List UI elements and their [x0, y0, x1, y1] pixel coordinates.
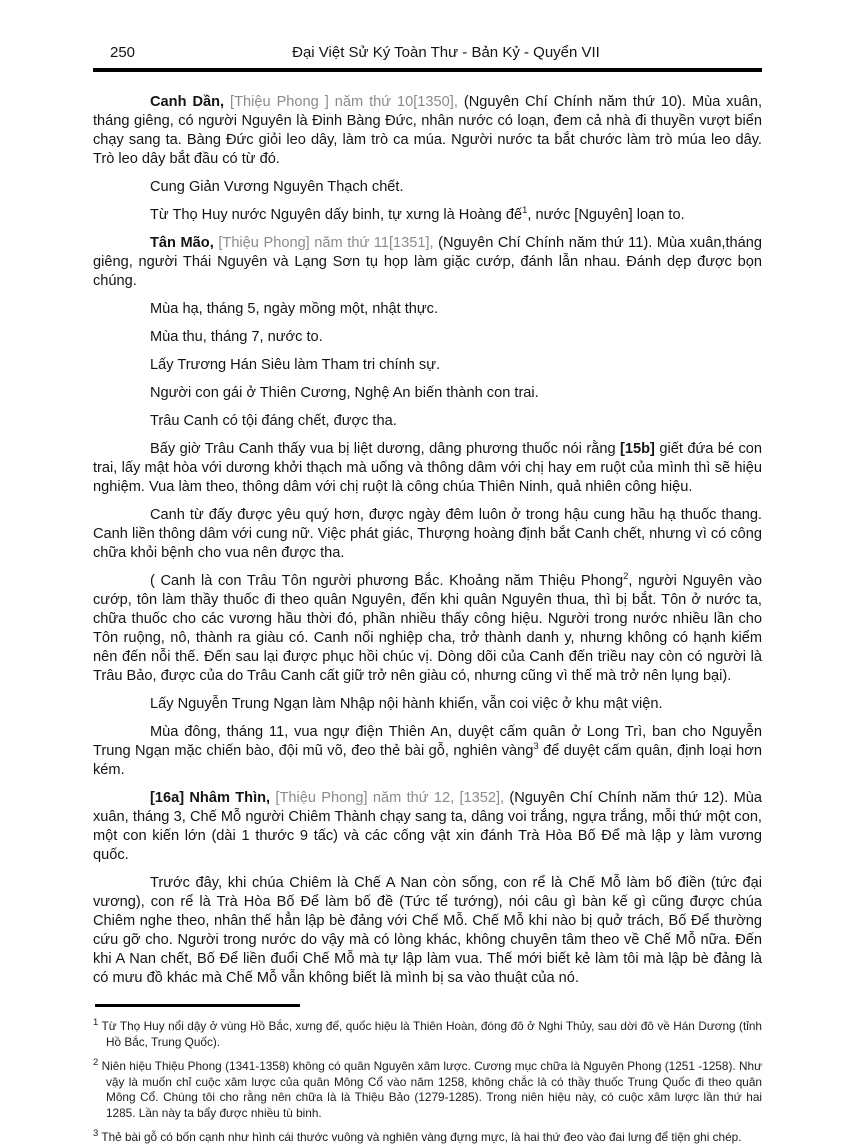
footnote-text: Thẻ bài gỗ có bốn cạnh như hình cái thước vuông và nghiên vàng đựng mực, là hai thứ đeo vào đai lưng để tiện ghi chép.	[98, 1130, 742, 1144]
text-segment: giết đứa bé con trai, lấy mật hòa với dương khởi thạch mà uống và thông dâm với chị hay em ruột của mình thì sẽ hiệu nghiệm. Vua làm theo, thông dâm với chị ruột là công chúa Thiên Ninh, quả nhiên công hiệu.	[93, 441, 762, 495]
paragraph	[93, 874, 762, 988]
paragraph	[93, 506, 762, 563]
footnote	[93, 1059, 762, 1121]
text-segment: [15b]	[620, 441, 655, 457]
text-segment: Bấy giờ Trâu Canh thấy vua bị liệt dương, dâng phương thuốc nói rằng	[150, 441, 621, 457]
text-segment: , người Nguyên vào cướp, tôn làm thầy thuốc đi theo quân Nguyên, đến khi quân Nguyên thua, thì bị bắt. Tôn ở nước ta, chữa thuốc cho các vương hầu thời đó, phần nhiều thấy công hiệu. Người trong nước nhiều lần cho Tôn ruộng, nô, thành ra giàu có. Canh nối nghiệp cha, trở thành danh y, nhưng không có hạnh kiểm nên đến nỗi thế. Đến sau lại được phục hồi chúc vị. Dòng dõi của Canh đến triều nay còn có người là Trâu Bảo, được của do Trâu Canh cất giữ trở nên giàu có, nhưng cũng vì thế mà trở nên lụng bại).	[93, 573, 762, 684]
paragraph	[93, 412, 762, 431]
text-segment: ( Canh là con Trâu Tôn người phương Bắc. Khoảng năm Thiệu Phong	[150, 573, 624, 589]
footnote-separator	[95, 1004, 300, 1007]
text-segment: Mùa thu, tháng 7, nước to.	[150, 329, 323, 345]
text-segment: Trâu Canh có tội đáng chết, được tha.	[150, 413, 397, 429]
text-segment: Từ Thọ Huy nước Nguyên dấy binh, tự xưng là Hoàng đế	[150, 207, 523, 223]
paragraph	[93, 93, 762, 169]
paragraph	[93, 206, 762, 225]
text-segment: [Thiệu Phong] năm thứ 11[1351],	[218, 235, 439, 251]
text-segment: Người con gái ở Thiên Cương, Nghệ An biến thành con trai.	[150, 385, 539, 401]
paragraph	[93, 356, 762, 375]
text-segment: Canh từ đấy được yêu quý hơn, được ngày đêm luôn ở trong hậu cung hầu hạ thuốc thang. Canh liền thông dâm với cung nữ. Việc phát giác, Thượng hoàng định bắt Canh chết, nhưng vì có công chữa khỏi bệnh cho vua nên được tha.	[93, 507, 762, 561]
footnote-text: Từ Thọ Huy nổi dậy ở vùng Hồ Bắc, xưng đế, quốc hiệu là Thiên Hoàn, đóng đô ở Nghi Thủy, sau dời đô về Hán Dương (tỉnh Hồ Bắc, Trung Quốc).	[98, 1019, 762, 1049]
text-segment: (Nguyên Chí Chính năm thứ 11). Mùa xuân,tháng giêng, người Thái Nguyên và Lạng Sơn tụ họp làm giặc cướp, đánh lẫn nhau. Đánh dẹp được bọn chúng.	[93, 235, 763, 289]
footnote-ref: 3	[533, 741, 539, 753]
paragraph	[93, 695, 762, 714]
footnote	[93, 1130, 762, 1146]
footnotes-list	[93, 1019, 762, 1146]
text-segment: , nước [Nguyên] loạn to.	[527, 207, 685, 223]
text-segment: (Nguyên Chí Chính năm thứ 12). Mùa xuân, tháng 3, Chế Mỗ người Chiêm Thành chạy sang ta, dâng voi trắng, ngựa trắng, mỗi thứ một con, một con kiến lớn (dài 1 thước 9 tấc) và các cống vật xin đánh Trà Hòa Bố Để mà lập y làm vương quốc.	[93, 790, 762, 863]
footnote-number: 3	[93, 1128, 99, 1140]
text-segment: [Thiệu Phong] năm thứ 12, [1352],	[275, 790, 510, 806]
page-header	[93, 44, 762, 72]
page-number: 250	[110, 44, 136, 61]
footnote-number: 2	[93, 1057, 99, 1069]
paragraph	[93, 440, 762, 497]
header-divider	[93, 68, 762, 72]
paragraph	[93, 789, 762, 865]
paragraph	[93, 328, 762, 347]
text-segment: Trước đây, khi chúa Chiêm là Chế A Nan còn sống, con rể là Chế Mỗ làm bố điền (tức đại vương), con rể là Trà Hòa Bố Để làm bố đề (Tức tể tướng), nói câu gì bàn kế gì cũng được chúa Chiêm nghe theo, nhân thế hẳn lập bè đảng với Chế Mỗ. Chế Mỗ khi nào bị quở trách, Bố Để thường cứu gỡ cho. Người trong nước do vậy mà có lòng khác, không chuyên tâm theo về Chế Mỗ nữa. Đến khi A Nan chết, Bố Để liền đuổi Chế Mỗ mà tự lập làm vua. Thế mới biết kẻ làm tôi mà lập bè đảng là có mưu đồ khác mà Chế Mỗ vẫn không biết là mình bị sa vào thuật của nó.	[93, 875, 762, 986]
text-segment: [16a] Nhâm Thìn,	[150, 790, 276, 806]
paragraph	[93, 178, 762, 197]
footnote	[93, 1019, 762, 1050]
text-segment: Lấy Trương Hán Siêu làm Tham tri chính sự.	[150, 357, 441, 373]
text-segment: Mùa hạ, tháng 5, ngày mồng một, nhật thực.	[150, 301, 439, 317]
text-segment: Lấy Nguyễn Trung Ngạn làm Nhập nội hành khiển, vẫn coi việc ở khu mật viện.	[150, 696, 663, 712]
header-row	[93, 44, 762, 61]
text-segment: [Thiệu Phong ] năm thứ 10[1350],	[230, 94, 464, 110]
footnote-ref: 2	[623, 571, 629, 583]
text-segment: (Nguyên Chí Chính năm thứ 10). Mùa xuân, tháng giêng, có người Nguyên là Đinh Bàng Đức, nhân nước có loạn, đem cả nhà đi thuyền vượt biển chạy sang ta. Bàng Đức giỏi leo dây, làm trò ca múa. Người nước ta bắt chước làm trò múa leo dây. Trò leo dây bắt đầu có từ đó.	[93, 94, 763, 167]
footnote-text: Niên hiệu Thiệu Phong (1341-1358) không có quân Nguyên xâm lược. Cương mục chữa là Nguyên Phong (1251 -1258). Như vậy là muốn chỉ cuộc xâm lược của quân Mông Cổ vào năm 1258, không chắc là có thầy thuốc Trung Quốc đi theo quân Mông Cổ. Chúng tôi cho rằng nên chữa là là Thiệu Bảo (1279-1285). Trong niên hiệu này, có cuộc xâm lược lần thứ hai 1285. Lần này ta bẩy được nhiều tù binh.	[98, 1059, 762, 1120]
paragraph	[93, 300, 762, 319]
body-paragraphs	[93, 93, 762, 988]
document-title: Đại Việt Sử Ký Toàn Thư - Bản Kỷ - Quyển VII	[292, 44, 600, 61]
footnote-number: 1	[93, 1017, 99, 1029]
paragraph	[93, 234, 762, 291]
footnote-ref: 1	[522, 205, 528, 217]
text-segment: Tân Mão,	[150, 235, 219, 251]
paragraph	[93, 723, 762, 780]
text-segment: Mùa đông, tháng 11, vua ngự điện Thiên An, duyệt cấm quân ở Long Trì, ban cho Nguyễn Trung Ngạn mặc chiến bào, đội mũ võ, đeo thẻ bài gỗ, nghiên vàng	[93, 724, 762, 759]
text-segment: Cung Giản Vương Nguyên Thạch chết.	[150, 179, 404, 195]
paragraph	[93, 572, 762, 686]
paragraph	[93, 384, 762, 403]
text-segment: để duyệt cấm quân, định loại hơn kém.	[93, 743, 762, 778]
text-segment: Canh Dần,	[150, 94, 231, 110]
